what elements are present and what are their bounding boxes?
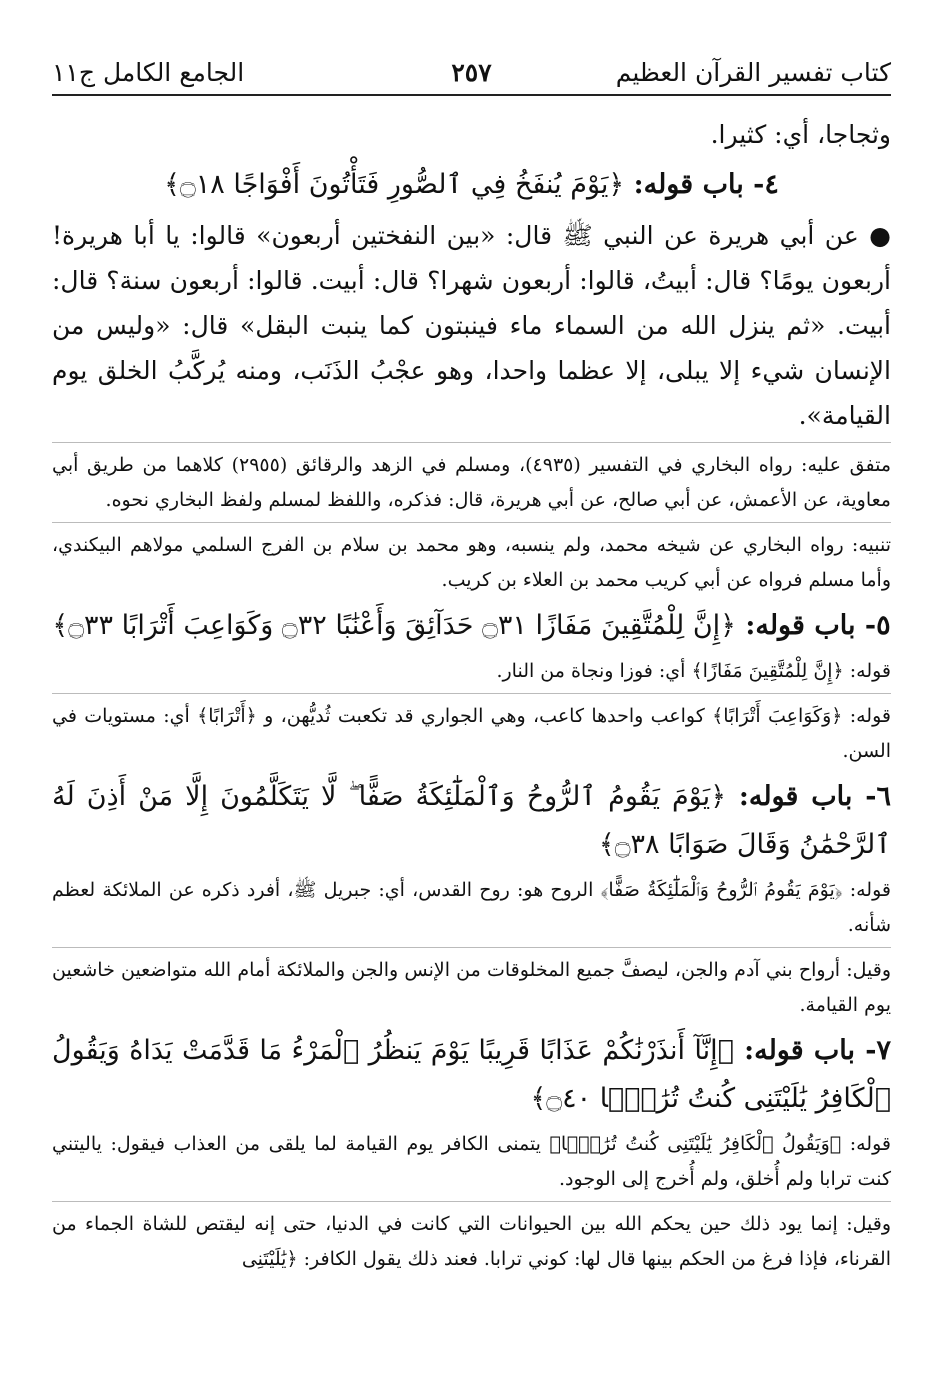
chapter-6-label: ٦- باب قوله: <box>738 781 891 812</box>
chapter-5-note-1: قوله: ﴿إِنَّ لِلْمُتَّقِينَ مَفَازًا﴾ أي: فوزا ونجاة من النار. <box>496 660 891 682</box>
chapter-5-label: ٥- باب قوله: <box>745 610 891 641</box>
divider <box>52 442 891 443</box>
header-book-title: كتاب تفسير القرآن العظيم <box>615 57 891 87</box>
chapter-5-note-2: قوله: ﴿وَكَوَاعِبَ أَتْرَابًا﴾ كواعب واحدها كاعب، وهي الجواري قد تكعبت ثُديُّهن، و ﴿أَتْرَابًا﴾ أي: مستويات في السن. <box>52 705 891 762</box>
chapter-7-note-2: وقيل: إنما يود ذلك حين يحكم الله بين الحيوانات التي كانت في الدنيا، حتى إنه ليقتص للشاة الجماء من القرناء، فإذا فرغ من الحكم بينها قال لها: كوني ترابا. فعند ذلك يقول الكافر: ﴿يَٰلَيْتَنِى <box>52 1213 891 1270</box>
chapter-7-heading <box>52 1027 891 1123</box>
hadith-text: ● عن أبي هريرة عن النبي ﷺ قال: «بين النفختين أربعون» قالوا: يا أبا هريرة! أربعون يومًا؟ قال: أبيتُ، قالوا: أربعون شهرا؟ قال: أبيت. قالوا: أربعون سنة؟ قال: أبيت. «ثم ينزل الله من السماء ماء فينبتون كما ينبت البقل» قال: «وليس من الإنسان شيء إلا يبلى، إلا عظما واحدا، وهو عجْبُ الذَنَب، ومنه يُركَّبُ الخلق يوم القيامة». <box>52 221 891 430</box>
takhrij-note: متفق عليه: رواه البخاري في التفسير (٤٩٣٥)، ومسلم في الزهد والرقائق (٢٩٥٥) كلاهما من طريق أبي معاوية، عن الأعمش، عن أبي صالح، عن أبي هريرة، قال: فذكره، واللفظ لمسلم ولفظ البخاري نحوه. <box>52 454 892 511</box>
chapter-6-note-1: قوله: ﴿يَوْمَ يَقُومُ ٱلرُّوحُ وَٱلْمَلَٰٓئِكَةُ صَفًّا﴾ الروح هو: روح القدس، أي: جبريل ﷺ، أفرد ذكره عن الملائكة لعظم شأنه. <box>52 879 891 936</box>
chapter-4-heading <box>52 161 891 209</box>
divider <box>52 1201 891 1202</box>
chapter-7-verse: ﴿إِنَّآ أَنذَرْنَٰكُمْ عَذَابًا قَرِيبًا يَوْمَ يَنظُرُ ٱلْمَرْءُ مَا قَدَّمَتْ يَدَاهُ وَيَقُولُ ٱلْكَافِرُ يَٰلَيْتَنِى كُنتُ تُرَٰبًۢا ۝٤٠﴾ <box>52 1035 891 1114</box>
divider <box>52 693 891 694</box>
chapter-6-verse: ﴿يَوْمَ يَقُومُ ٱلرُّوحُ وَٱلْمَلَٰٓئِكَةُ صَفًّا ۖ لَّا يَتَكَلَّمُونَ إِلَّا مَنْ أَذِنَ لَهُ ٱلرَّحْمَٰنُ وَقَالَ صَوَابًا ۝٣٨﴾ <box>52 781 891 860</box>
page-number: ٢٥٧ <box>451 57 492 87</box>
chapter-7-note-1: قوله: ﴿وَيَقُولُ ٱلْكَافِرُ يَٰلَيْتَنِى كُنتُ تُرَٰبًۢا﴾ يتمنى الكافر يوم القيامة لما يلقى من العذاب فيقول: ياليتني كنت ترابا ولم أُخلق، ولم أُخرج إلى الوجود. <box>52 1133 891 1190</box>
page-header <box>52 50 891 96</box>
intro-text: وثجاجا، أي: كثيرا. <box>710 120 891 149</box>
chapter-5-heading <box>52 602 891 650</box>
chapter-6-note-2: وقيل: أرواح بني آدم والجن، ليصفَّ جميع المخلوقات من الإنس والجن والملائكة أمام الله متواضعين خاشعين يوم القيامة. <box>52 959 891 1016</box>
divider <box>52 522 891 523</box>
chapter-4-verse: ﴿يَوْمَ يُنفَخُ فِي ٱلصُّورِ فَتَأْتُونَ أَفْوَاجًا ۝١٨﴾ <box>164 169 625 200</box>
header-volume-title: الجامع الكامل ج١١ <box>52 57 245 87</box>
chapter-4-label: ٤- باب قوله: <box>633 169 779 200</box>
chapter-6-heading <box>52 773 891 869</box>
tanbih-note: تنبيه: رواه البخاري عن شيخه محمد، ولم ينسبه، وهو محمد بن سلام بن الفرج السلمي مولاهم البيكندي، وأما مسلم فرواه عن أبي كريب محمد بن العلاء بن كريب. <box>52 534 891 591</box>
divider <box>52 947 891 948</box>
chapter-7-label: ٧- باب قوله: <box>744 1035 892 1066</box>
chapter-5-verse: ﴿إِنَّ لِلْمُتَّقِينَ مَفَازًا ۝٣١ حَدَآئِقَ وَأَعْنَٰبًا ۝٣٢ وَكَوَاعِبَ أَتْرَابًا ۝٣٣﴾ <box>52 610 736 641</box>
page-content <box>52 112 891 1281</box>
